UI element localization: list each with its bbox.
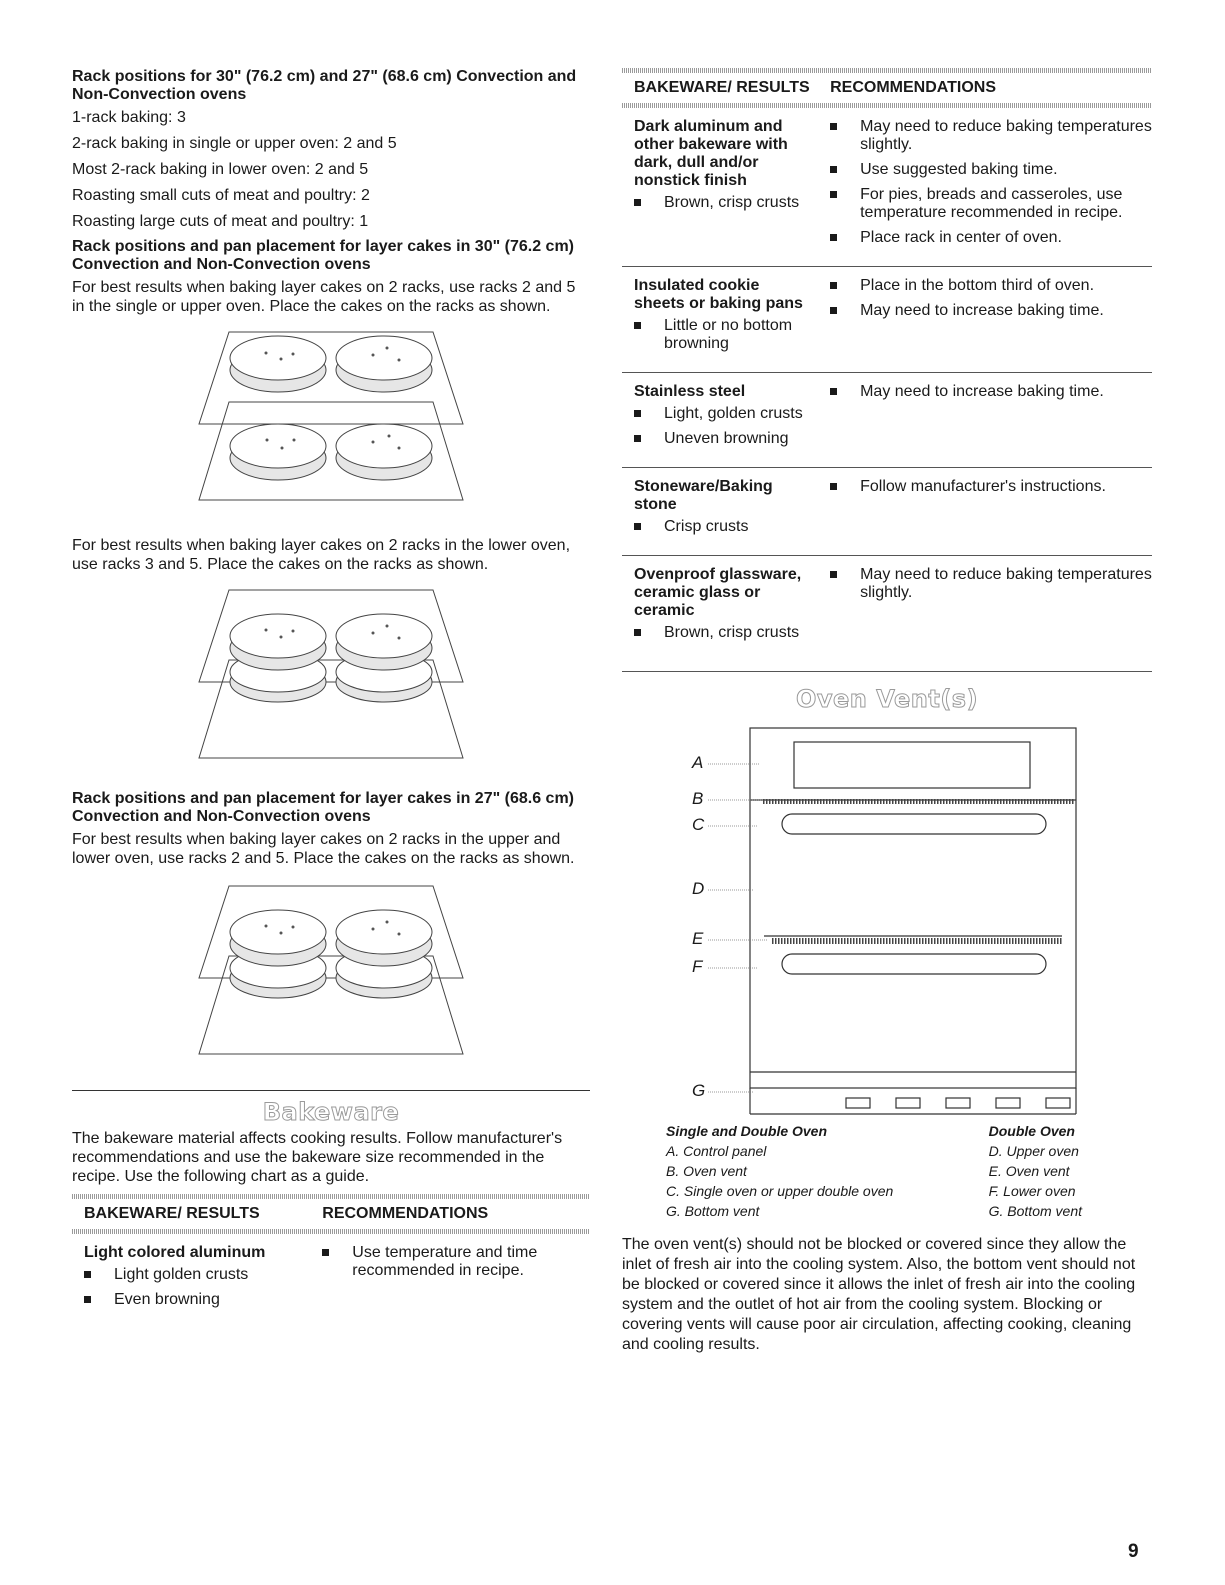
recommendation-item: For pies, breads and casseroles, use temperature recommended in recipe.: [830, 186, 1152, 222]
recommendation-item: May need to increase baking time.: [830, 383, 1152, 401]
label-a: A: [692, 753, 704, 772]
label-b: B: [692, 789, 704, 808]
bakeware-table-left-body: [72, 1234, 590, 1328]
result-item: Uneven browning: [634, 430, 808, 448]
bakeware-title: Bakeware: [262, 1098, 400, 1126]
layer-cakes-27-heading: Rack positions and pan placement for layer cakes in 27" (68.6 cm) Convection and Non-Convection ovens: [72, 790, 574, 825]
left-column: [72, 68, 590, 1328]
oven-letter-labels: [622, 720, 1152, 1115]
table-row: [622, 468, 1152, 556]
bakeware-section: [72, 1090, 590, 1328]
caption-item: D. Upper oven: [988, 1143, 1079, 1159]
label-e: E: [692, 929, 704, 948]
caption-title: Double Oven: [988, 1123, 1075, 1139]
layer-cake-rack-figure-3: [181, 882, 481, 1072]
recommendation-item: Place in the bottom third of oven.: [830, 277, 1152, 295]
result-item: Brown, crisp crusts: [634, 624, 808, 642]
material-name: Ovenproof glassware, ceramic glass or ceramic: [634, 566, 802, 619]
result-item: Brown, crisp crusts: [634, 194, 808, 212]
caption-single-double: [666, 1121, 893, 1221]
result-item: Crisp crusts: [634, 518, 808, 536]
material-name: Dark aluminum and other bakeware with dark, dull and/or nonstick finish: [634, 118, 788, 189]
recommendation-item: Place rack in center of oven.: [830, 229, 1152, 247]
table-row: [622, 373, 1152, 468]
oven-vents-title: Oven Vent(s): [795, 685, 979, 713]
label-g: G: [692, 1081, 706, 1100]
label-d: D: [692, 879, 705, 898]
table-row: [622, 556, 1152, 672]
layer-cake-rack-figure-2: [181, 586, 481, 776]
oven-vents-text: The oven vent(s) should not be blocked or covered since they allow the inlet of fresh air into the cooling system. Also, the bottom vent should not be blocked or covered since it allows the inlet of fresh air into the cooling system and the outlet of hot air from the cooling system. Blocking or covering vents will cause poor air circulation, affecting cooking, cleaning and cooling results.: [622, 1236, 1136, 1353]
rack-line: 1-rack baking: 3: [72, 109, 186, 126]
rack-positions-heading: Rack positions for 30" (76.2 cm) and 27" (68.6 cm) Convection and Non-Convection ovens: [72, 68, 577, 103]
result-item: Little or no bottom browning: [634, 317, 808, 353]
oven-vents-text-block: [622, 1235, 1152, 1355]
caption-item: C. Single oven or upper double oven: [666, 1183, 894, 1199]
page-number: 9: [1128, 1541, 1139, 1562]
layer-cakes-30-heading: Rack positions and pan placement for layer cakes in 30" (76.2 cm) Convection and Non-Convection ovens: [72, 238, 574, 273]
label-c: C: [692, 815, 705, 834]
result-item: Light golden crusts: [84, 1266, 290, 1284]
caption-item: B. Oven vent: [666, 1163, 747, 1179]
recommendation-item: Use suggested baking time.: [830, 161, 1152, 179]
caption-double: [989, 1121, 1082, 1221]
table-row: [622, 267, 1152, 373]
result-item: Light, golden crusts: [634, 405, 808, 423]
recommendation-item: May need to reduce baking temperatures slightly.: [830, 118, 1152, 154]
bakeware-table-right: [622, 108, 1152, 672]
layer-cakes-30-text: For best results when baking layer cakes on 2 racks, use racks 2 and 5 in the single or upper oven. Place the cakes on the racks as shown.: [72, 279, 576, 315]
material-name: Insulated cookie sheets or baking pans: [634, 277, 803, 312]
bakeware-table-right-header: [622, 73, 1152, 103]
caption-item: G. Bottom vent: [988, 1203, 1082, 1219]
rack-line: 2-rack baking in single or upper oven: 2 and 5: [72, 135, 397, 152]
caption-item: F. Lower oven: [988, 1183, 1076, 1199]
recommendation-item: Use temperature and time recommended in recipe.: [322, 1244, 590, 1280]
caption-title: Single and Double Oven: [666, 1123, 828, 1139]
caption-item: E. Oven vent: [988, 1163, 1070, 1179]
label-f: F: [692, 957, 703, 976]
material-name: Light colored aluminum: [84, 1244, 266, 1261]
col-header-bakeware: BAKEWARE/ RESULTS: [84, 1205, 260, 1222]
bakeware-table-left: [72, 1199, 590, 1229]
layer-cakes-27-text: For best results when baking layer cakes on 2 racks in the upper and lower oven, use racks 2 and 5. Place the cakes on the racks as shown.: [72, 831, 575, 867]
layer-cake-rack-figure-1: [181, 328, 481, 518]
table-row: [72, 1234, 590, 1328]
col-header-recommendations: RECOMMENDATIONS: [322, 1205, 489, 1222]
col-header-bakeware: BAKEWARE/ RESULTS: [634, 79, 810, 96]
col-header-recommendations: RECOMMENDATIONS: [830, 79, 997, 96]
recommendation-item: May need to reduce baking temperatures slightly.: [830, 566, 1152, 602]
rack-line: Roasting large cuts of meat and poultry: 1: [72, 213, 369, 230]
material-name: Stainless steel: [634, 383, 746, 400]
bakeware-intro: The bakeware material affects cooking results. Follow manufacturer's recommendations and use the bakeware size recommended in the recipe. Use the following chart as a guide.: [72, 1130, 563, 1185]
recommendation-item: Follow manufacturer's instructions.: [830, 478, 1152, 496]
rack-positions-section: [72, 68, 590, 231]
recommendation-item: May need to increase baking time.: [830, 302, 1152, 320]
rack-line: Roasting small cuts of meat and poultry: 2: [72, 187, 370, 204]
layer-cakes-30-lower-text: For best results when baking layer cakes on 2 racks in the lower oven, use racks 3 and 5. Place the cakes on the racks as shown.: [72, 537, 571, 573]
rack-line: Most 2-rack baking in lower oven: 2 and 5: [72, 161, 369, 178]
caption-item: A. Control panel: [666, 1143, 767, 1159]
oven-vents-captions: [622, 1121, 1152, 1221]
material-name: Stoneware/Baking stone: [634, 478, 773, 513]
table-row: [622, 108, 1152, 267]
right-column: [622, 68, 1152, 1355]
result-item: Even browning: [84, 1291, 290, 1309]
caption-item: G. Bottom vent: [666, 1203, 760, 1219]
